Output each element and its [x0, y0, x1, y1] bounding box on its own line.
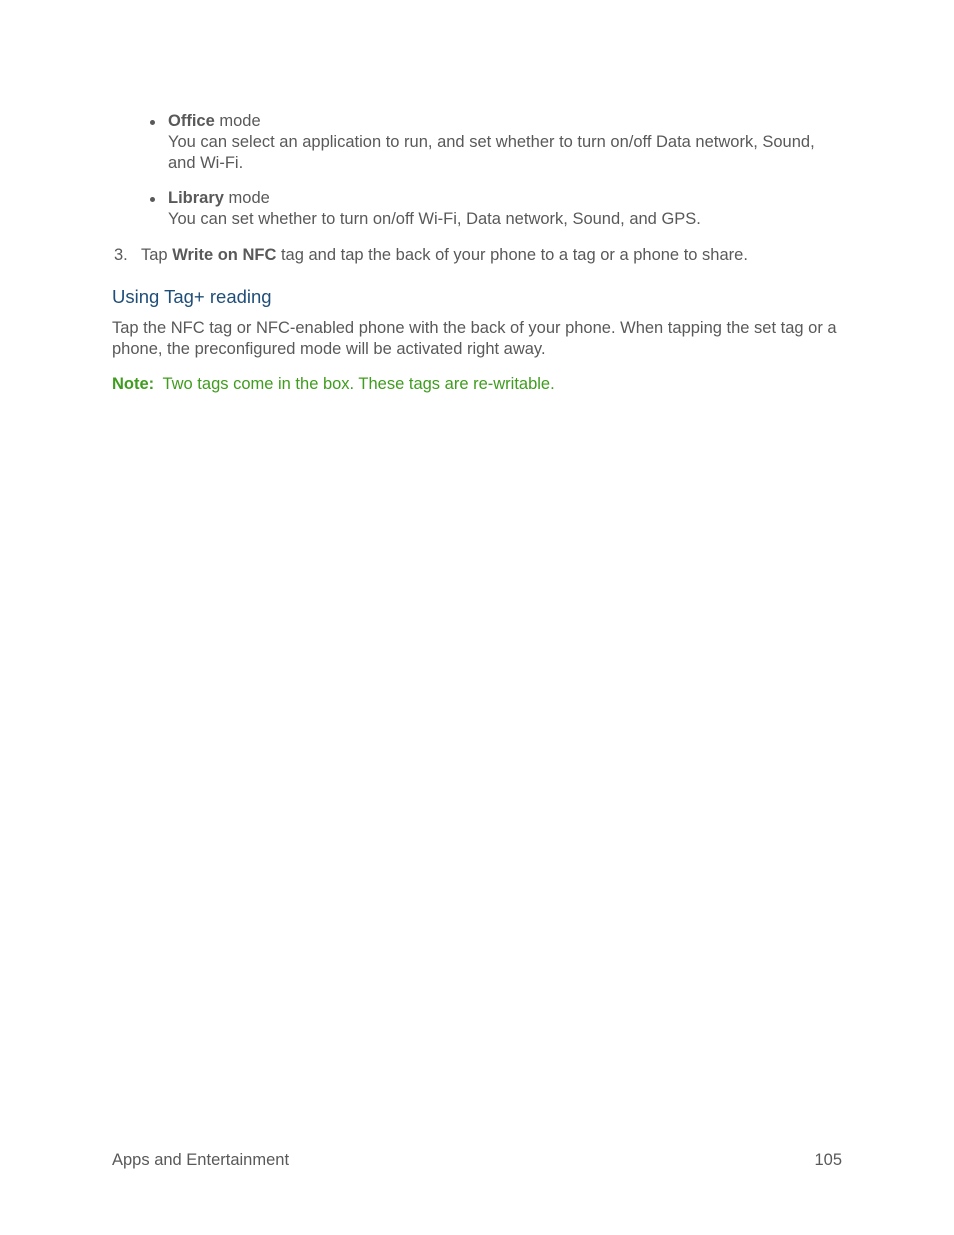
footer-page-number: 105	[814, 1151, 842, 1169]
bullet-dot-icon	[150, 197, 155, 202]
note-text: Two tags come in the box. These tags are re-writable.	[158, 375, 555, 393]
bullet-dot-icon	[150, 120, 155, 125]
bullet-body	[168, 111, 830, 174]
bullet-body	[168, 188, 830, 230]
footer-section-title: Apps and Entertainment	[112, 1151, 290, 1169]
bullet-description-line: You can set whether to turn on/off Wi-Fi, Data network, Sound, and GPS.	[168, 210, 701, 228]
bullet-title: Office mode	[168, 112, 261, 130]
bullet-item-office	[150, 111, 830, 174]
bullet-description-line: and Wi-Fi.	[168, 154, 244, 172]
paragraph-line: phone, the preconfigured mode will be activated right away.	[112, 340, 546, 358]
note-label: Note:	[112, 375, 155, 393]
section-heading: Using Tag+ reading	[112, 286, 272, 307]
section-paragraph	[112, 318, 852, 360]
step-bold-term: Write on NFC	[172, 246, 277, 264]
bullet-description-line: You can select an application to run, and set whether to turn on/off Data network, Sound,	[168, 133, 815, 151]
bullet-title: Library mode	[168, 189, 270, 207]
bullet-item-library	[150, 188, 830, 230]
note	[112, 374, 555, 395]
paragraph-line: Tap the NFC tag or NFC-enabled phone with the back of your phone. When tapping the set tag or a	[112, 319, 837, 337]
step-number: 3.	[114, 246, 128, 264]
numbered-step-3: 3. Tap Write on NFC tag and tap the back of your phone to a tag or a phone to share.	[114, 246, 748, 264]
